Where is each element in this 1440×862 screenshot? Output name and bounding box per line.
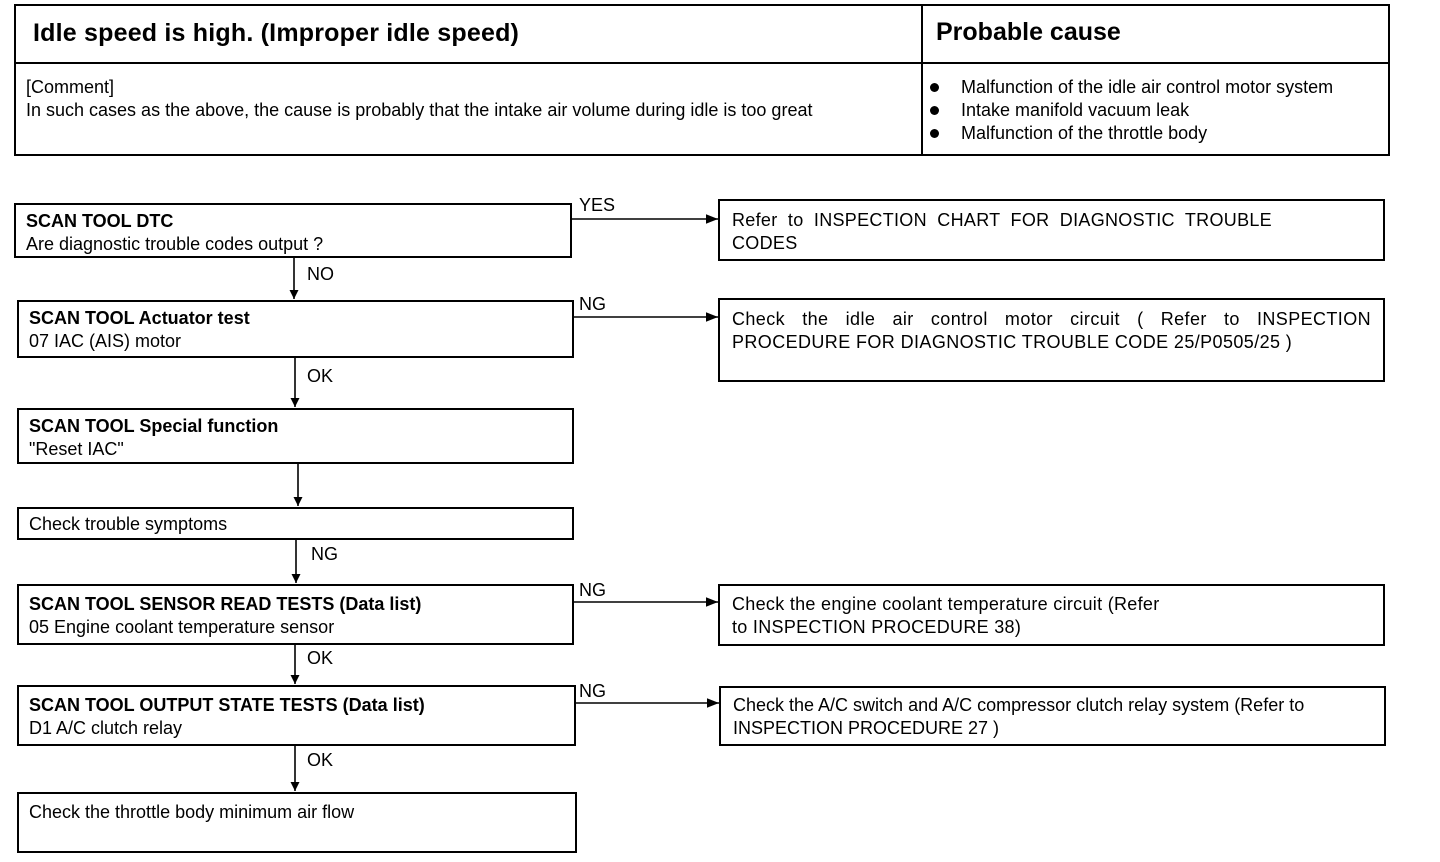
step-scan-tool-dtc (14, 203, 572, 258)
comment-text: In such cases as the above, the cause is probably that the intake air volume during idle is too great (26, 100, 813, 120)
step-title: SCAN TOOL DTC (26, 211, 174, 231)
step-description: 05 Engine coolant temperature sensor (29, 617, 335, 637)
step-description: 07 IAC (AIS) motor (29, 331, 182, 351)
result-check-iac-circuit (718, 298, 1385, 382)
label-ng: NG (579, 294, 606, 314)
page-title: Idle speed is high. (Improper idle speed) (33, 19, 520, 47)
label-ok: OK (307, 750, 334, 770)
step-title: SCAN TOOL Actuator test (29, 308, 250, 328)
result-text: Check the idle air control motor circuit ( Refer to INSPECTION PROCEDURE FOR DIAGNOSTIC TROUBLE CODE 25/P0505/25 ) (732, 309, 1371, 352)
result-text: Check the engine coolant temperature circuit (Refer to INSPECTION PROCEDURE 38) (732, 594, 1160, 637)
step-special-function (17, 408, 574, 464)
comment-label: [Comment] (26, 77, 115, 97)
step-check-throttle-body (17, 792, 577, 853)
label-no: NO (307, 264, 334, 284)
step-actuator-test (17, 300, 574, 358)
step-description: D1 A/C clutch relay (29, 718, 183, 738)
step-title: SCAN TOOL SENSOR READ TESTS (Data list) (29, 594, 422, 614)
cause-text: Intake manifold vacuum leak (961, 100, 1190, 120)
step-description: Are diagnostic trouble codes output ? (26, 234, 324, 254)
label-ng: NG (579, 681, 606, 701)
step-description: Check trouble symptoms (29, 514, 228, 534)
result-check-coolant-circuit (718, 584, 1385, 646)
step-title: SCAN TOOL OUTPUT STATE TESTS (Data list) (29, 695, 425, 715)
step-output-state-tests (17, 685, 576, 746)
step-description: Check the throttle body minimum air flow (29, 802, 355, 822)
cause-text: Malfunction of the idle air control motor system (961, 77, 1334, 97)
step-sensor-read-tests (17, 584, 574, 645)
cause-text: Malfunction of the throttle body (961, 123, 1208, 143)
result-text: Refer to INSPECTION CHART FOR DIAGNOSTIC TROUBLE CODES (732, 210, 1272, 253)
label-yes: YES (579, 195, 616, 215)
probable-cause-heading: Probable cause (936, 18, 1121, 46)
result-text: Check the A/C switch and A/C compressor clutch relay system (Refer to INSPECTION PROCEDURE 27 ) (733, 695, 1305, 738)
step-description: "Reset IAC" (29, 439, 124, 459)
label-ok: OK (307, 648, 334, 668)
result-check-ac-relay (719, 686, 1386, 746)
label-ng: NG (579, 580, 606, 600)
result-refer-dtc-chart (718, 199, 1385, 261)
label-ng: NG (311, 544, 338, 564)
step-check-trouble-symptoms (17, 507, 574, 540)
label-ok: OK (307, 366, 334, 386)
step-title: SCAN TOOL Special function (29, 416, 279, 436)
